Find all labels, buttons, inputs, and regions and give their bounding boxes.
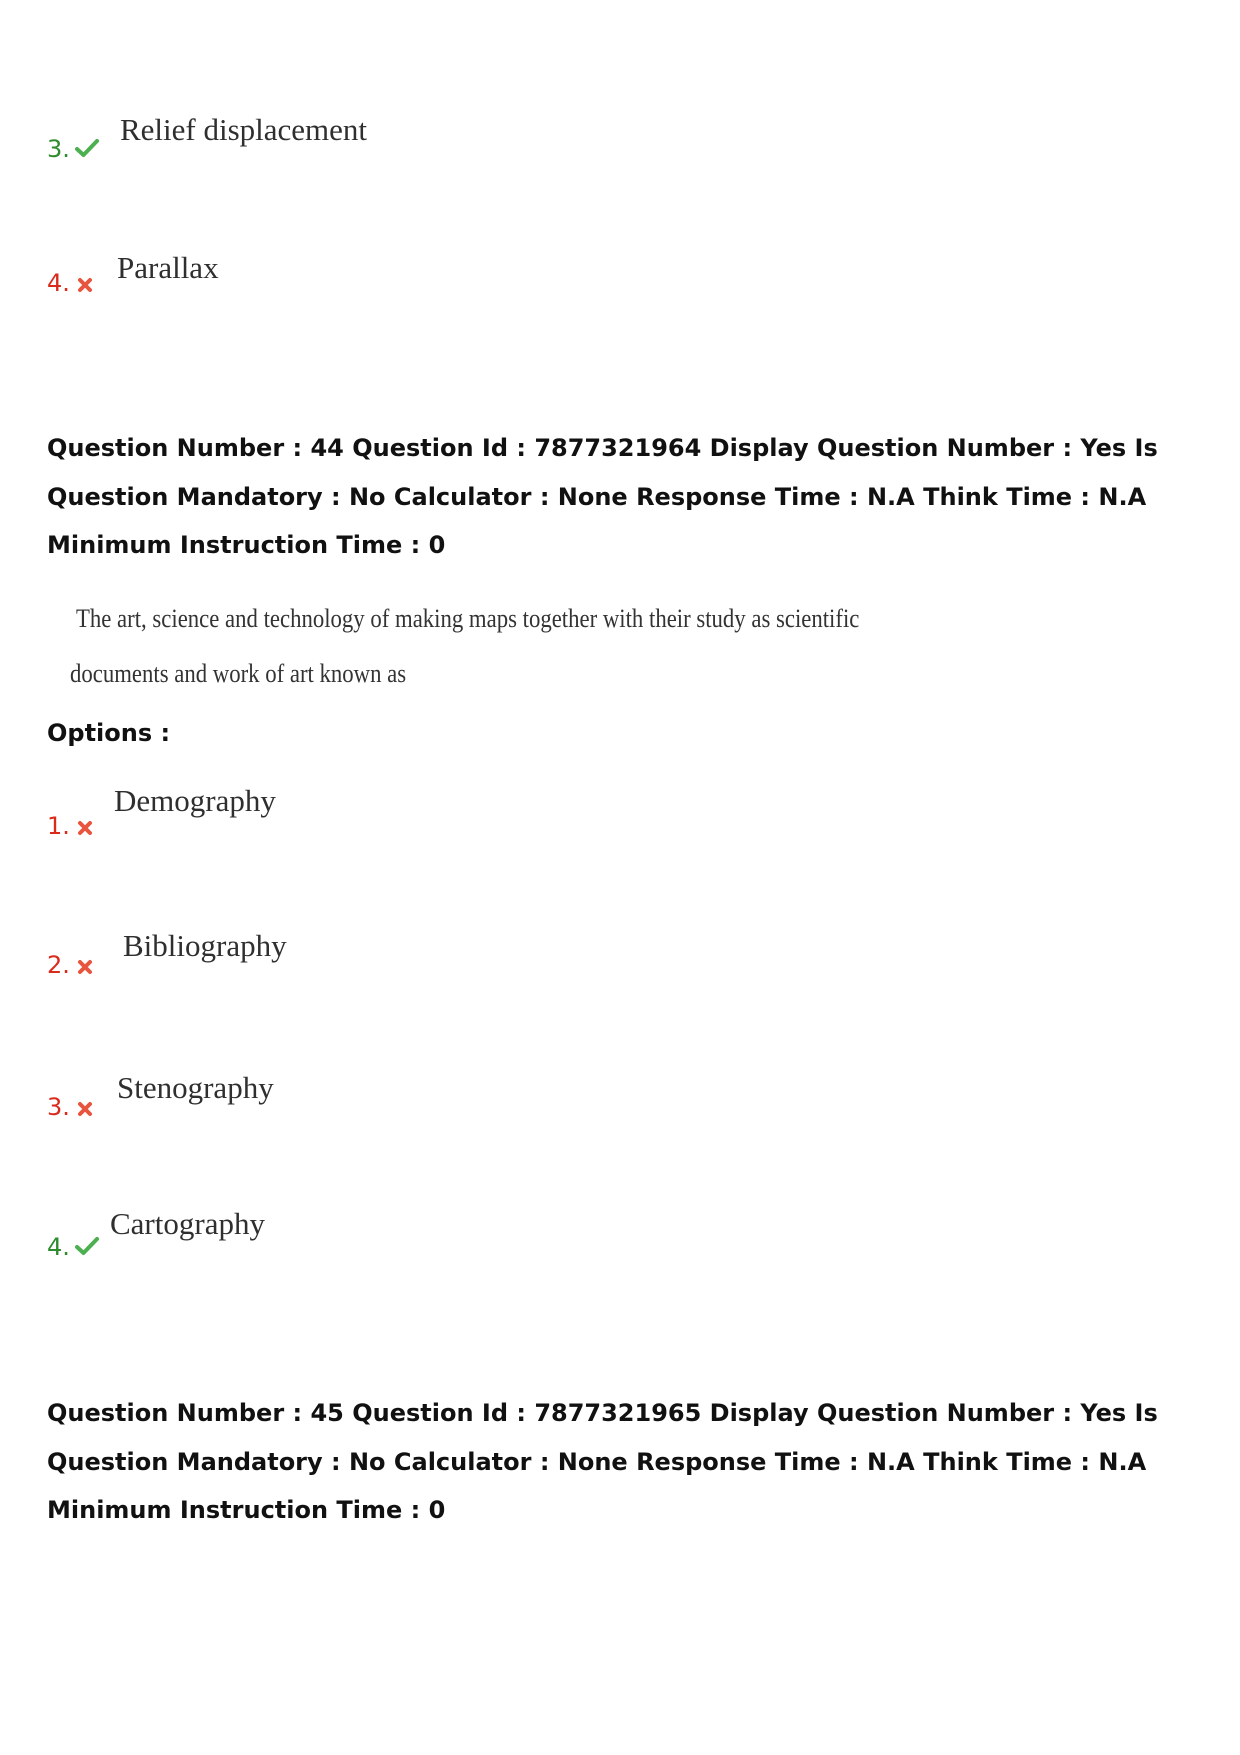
- check-icon: [75, 138, 99, 158]
- options-label: Options :: [47, 719, 171, 747]
- option-text: Parallax: [117, 250, 219, 285]
- question-header: Question Number : 44 Question Id : 7877321964 Display Question Number : Yes Is Question Mandatory : No Calculator : None Response Time : N.A Think Time : N.A Minimum Instruction Time : 0: [47, 434, 1158, 559]
- option-number: 4.: [47, 269, 70, 297]
- option-number: 3.: [47, 1093, 70, 1121]
- question-text-line: The art, science and technology of making maps together with their study as scientific: [76, 604, 860, 633]
- question-text-line: documents and work of art known as: [70, 659, 407, 688]
- option-number: 4.: [47, 1233, 70, 1261]
- check-icon: [75, 1236, 99, 1256]
- option-text: Stenography: [117, 1070, 274, 1105]
- option-text: Cartography: [110, 1206, 265, 1241]
- option-text: Relief displacement: [120, 112, 368, 147]
- option-number: 2.: [47, 951, 70, 979]
- option-number: 1.: [47, 812, 70, 840]
- option-text: Bibliography: [123, 928, 287, 963]
- cross-icon: [77, 277, 93, 293]
- option-number: 3.: [47, 135, 70, 163]
- question-header: Question Number : 45 Question Id : 7877321965 Display Question Number : Yes Is Question Mandatory : No Calculator : None Response Time : N.A Think Time : N.A Minimum Instruction Time : 0: [47, 1399, 1158, 1524]
- cross-icon: [77, 820, 93, 836]
- cross-icon: [77, 959, 93, 975]
- option-text: Demography: [114, 783, 276, 818]
- cross-icon: [77, 1101, 93, 1117]
